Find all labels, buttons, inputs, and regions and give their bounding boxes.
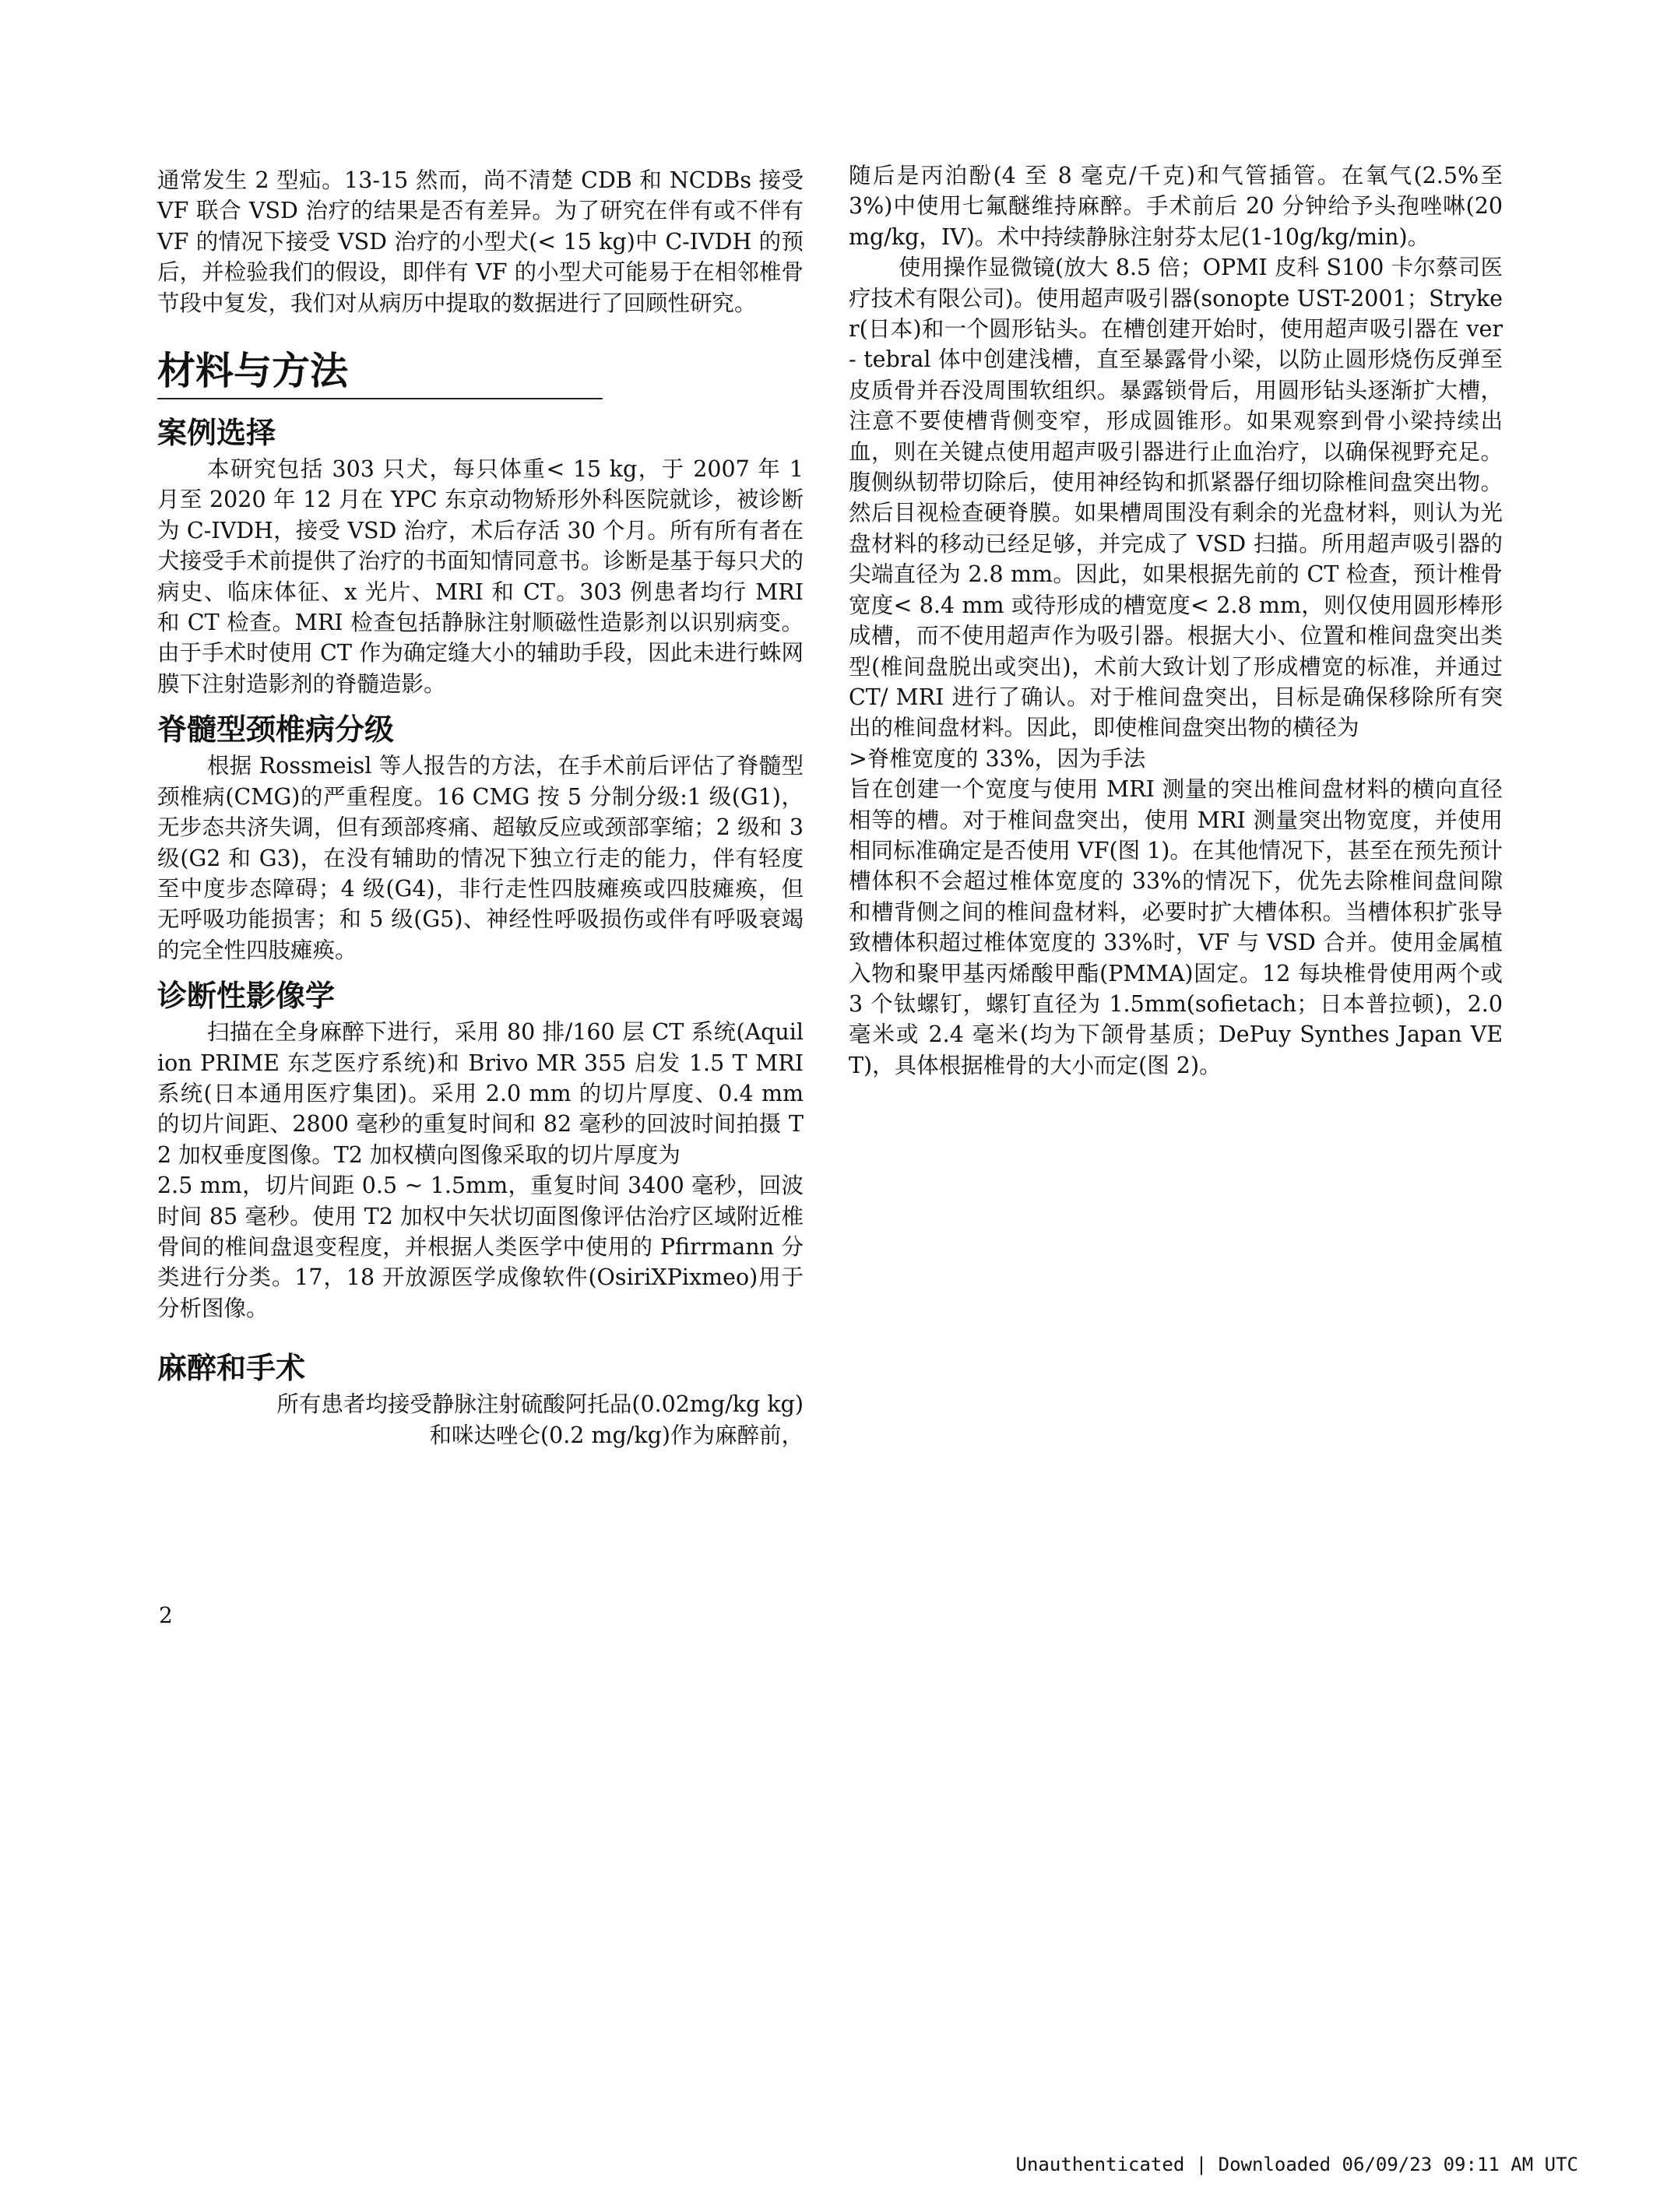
intro-paragraph: 通常发生 2 型疝。13-15 然而，尚不清楚 CDB 和 NCDBs 接受 VF 联合 VSD 治疗的结果是否有差异。为了研究在伴有或不伴有 VF 的情况下接受 VSD 治疗的小型犬(< 15 kg)中 C-IVDH 的预后，并检验我们的假设，即伴有 VF 的小型犬可能易于在相邻椎骨节段中复发，我们对从病历中提取的数据进行了回顾性研究。: [157, 167, 804, 316]
subsection-title-case-selection: 案例选择: [157, 416, 276, 451]
subsection-title-imaging: 诊断性影像学: [157, 979, 336, 1014]
imaging-paragraph-2: 2.5 mm，切片间距 0.5 ~ 1.5mm，重复时间 3400 毫秒，回波时间 85 毫秒。使用 T2 加权中矢状切面图像评估治疗区域附近椎骨间的椎间盘退变程度，并根据人类医学中使用的 Pfirrmann 分类进行分类。17，18 开放源医学成像软件(OsiriXPixmeo)用于分析图像。: [157, 1173, 804, 1321]
right-paragraph-4: 旨在创建一个宽度与使用 MRI 测量的突出椎间盘材料的横向直径相等的槽。对于椎间盘突出，使用 MRI 测量突出物宽度，并使用相同标准确定是否使用 VF(图 1)。在其他情况下，甚至在预先预计槽体积不会超过椎体宽度的 33%的情况下，优先去除椎间盘间隙和槽背侧之间的椎间盘材料，必要时扩大槽体积。当槽体积扩张导致槽体积超过椎体宽度的 33%时，VF 与 VSD 合并。使用金属植入物和聚甲基丙烯酸甲酯(PMMA)固定。12 每块椎骨使用两个或 3 个钛螺钉，螺钉直径为 1.5mm(sofietach；日本普拉顿)，2.0 毫米或 2.4 毫米(均为下颌骨基质；DePuy Synthes Japan VET)，具体根据椎骨的大小而定(图 2)。: [849, 776, 1503, 1078]
cmg-grading-paragraph: 根据 Rossmeisl 等人报告的方法，在手术前后评估了脊髓型颈椎病(CMG)的严重程度。16 CMG 按 5 分制分级:1 级(G1)，无步态共济失调，但有颈部疼痛、超敏反应或颈部挛缩；2 级和 3 级(G2 和 G3)，在没有辅助的情况下独立行走的能力，伴有轻度至中度步态障碍；4 级(G4)，非行走性四肢瘫痪或四肢瘫痪，但无呼吸功能损害；和 5 级(G5)、神经性呼吸损伤或伴有呼吸衰竭的完全性四肢瘫痪。: [157, 753, 804, 963]
right-paragraph-1: 随后是丙泊酚(4 至 8 毫克/千克)和气管插管。在氧气(2.5%至 3%)中使用七氟醚维持麻醉。手术前后 20 分钟给予头孢唑啉(20 mg/kg，IV)。术中持续静脉注射芬太尼(1-10g/kg/min)。: [849, 163, 1503, 250]
right-column: [849, 160, 1503, 1081]
section-title-methods: 材料与方法: [157, 348, 603, 399]
left-column: [157, 165, 804, 1451]
download-footer: Unauthenticated | Downloaded 06/09/23 09:11 AM UTC: [1015, 2154, 1578, 2175]
subsection-title-cmg-grading: 脊髓型颈椎病分级: [157, 712, 395, 747]
imaging-paragraph-1: 扫描在全身麻醉下进行，采用 80 排/160 层 CT 系统(Aquilion PRIME 东芝医疗系统)和 Brivo MR 355 启发 1.5 T MRI 系统(日本通用医疗集团)。采用 2.0 mm 的切片厚度、0.4 mm 的切片间距、2800 毫秒的重复时间和 82 毫秒的回波时间拍摄 T2 加权垂度图像。T2 加权横向图像采取的切片厚度为: [157, 1019, 804, 1168]
page-number: 2: [159, 1602, 173, 1628]
right-paragraph-2: 使用操作显微镜(放大 8.5 倍；OPMI 皮科 S100 卡尔蔡司医疗技术有限公司)。使用超声吸引器(sonopte UST-2001；Stryker(日本)和一个圆形钻头。在槽创建开始时，使用超声吸引器在 ver- tebral 体中创建浅槽，直至暴露骨小梁，以防止圆形烧伤反弹至皮质骨并吞没周围软组织。暴露锁骨后，用圆形钻头逐渐扩大槽，注意不要使槽背侧变窄，形成圆锥形。如果观察到骨小梁持续出血，则在关键点使用超声吸引器进行止血治疗，以确保视野充足。腹侧纵韧带切除后，使用神经钩和抓紧器仔细切除椎间盘突出物。然后目视检查硬脊膜。如果槽周围没有剩余的光盘材料，则认为光盘材料的移动已经足够，并完成了 VSD 扫描。所用超声吸引器的尖端直径为 2.8 mm。因此，如果根据先前的 CT 检查，预计椎骨宽度< 8.4 mm 或待形成的槽宽度< 2.8 mm，则仅使用圆形棒形成槽，而不使用超声作为吸引器。根据大小、位置和椎间盘突出类型(椎间盘脱出或突出)，术前大致计划了形成槽宽的标准，并通过 CT/ MRI 进行了确认。对于椎间盘突出，目标是确保移除所有突出的椎间盘材料。因此，即使椎间盘突出物的横径为: [849, 255, 1503, 741]
right-paragraph-3: >脊椎宽度的 33%，因为手法: [849, 745, 1146, 772]
anesthesia-paragraph: 所有患者均接受静脉注射硫酸阿托品(0.02mg/kg kg)和咪达唑仑(0.2 mg/kg)作为麻醉前，: [276, 1391, 804, 1448]
case-selection-paragraph: 本研究包括 303 只犬，每只体重< 15 kg，于 2007 年 1 月至 2020 年 12 月在 YPC 东京动物矫形外科医院就诊，被诊断为 C-IVDH，接受 VSD 治疗，术后存活 30 个月。所有所有者在犬接受手术前提供了治疗的书面知情同意书。诊断是基于每只犬的病史、临床体征、x 光片、MRI 和 CT。303 例患者均行 MRI 和 CT 检查。MRI 检查包括静脉注射顺磁性造影剂以识别病变。由于手术时使用 CT 作为确定缝大小的辅助手段，因此未进行蛛网膜下注射造影剂的脊髓造影。: [157, 456, 804, 697]
subsection-title-anesthesia: 麻醉和手术: [157, 1351, 306, 1386]
